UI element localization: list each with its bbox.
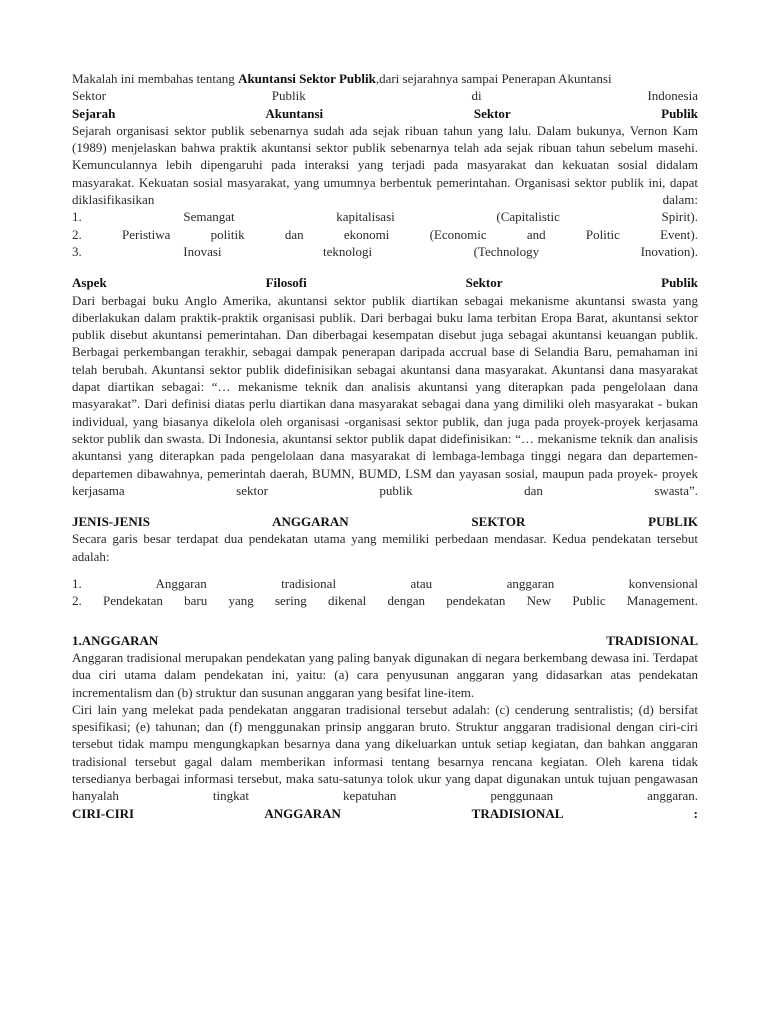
aspek-paragraph: Dari berbagai buku Anglo Amerika, akuntansi sektor publik diartikan sebagai mekanisme akuntansi swasta yang diberlakukan dalam praktik-praktik organisasi publik. Dari berbagai buku lama terbitan Eropa Barat, akuntansi sektor publik disebut akuntansi pemerintahan. Dan diberbagai kesempatan disebut juga sebagai akuntansi keuangan publik. Berbagai perkembangan terakhir, sebagai dampak penerapan daripada accrual base di Selandia Baru, pemahaman ini telah berubah. Akuntansi sektor publik didefinisikan sebagai akuntansi dana masyarakat. Akuntansi dana masyarakat dapat diartikan sebagai: “… mekanisme teknik dan analisis akuntansi yang diterapkan pada pengelolaan dana masyarakat”. Dari definisi diatas perlu diartikan dana masyarakat sebagai dana yang dimiliki oleh masyarakat - bukan individual, yang biasanya dikelola oleh organisasi -organisasi sektor publik, dan juga pada proyek-proyek kerjasama sektor publik dan swasta. Di Indonesia, akuntansi sektor publik dapat didefinisikan: “… mekanisme teknik dan analisis akuntansi yang diterapkan pada pengelolaan dana masyarakat di lembaga-lembaga tinggi negara dan departemen-departemen dibawahnya, pemerintah daerah, BUMN, BUMD, LSM dan yayasan sosial, maupun pada proyek- proyek kerjasama sektor publik dan swasta”. bbox=[72, 292, 698, 498]
intro-line-2: Sektor Publik di Indonesia bbox=[72, 88, 698, 104]
intro-text: Makalah ini membahas tentang bbox=[72, 71, 239, 86]
tradisional-paragraph-1: Anggaran tradisional merupakan pendekatan yang paling banyak digunakan di negara berkembang dewasa ini. Terdapat dua ciri utama dalam pendekatan ini, yaitu: (a) cara penyusunan anggaran yang didasarkan atas pendekatan incrementalism dan (b) struktur dan susunan anggaran yang besifat line-item. bbox=[72, 649, 698, 700]
document-page bbox=[72, 70, 698, 822]
intro-topic: Akuntansi Sektor Publik bbox=[238, 71, 376, 86]
jenis-paragraph: Secara garis besar terdapat dua pendekatan utama yang memiliki perbedaan mendasar. Kedua pendekatan tersebut adalah: bbox=[72, 531, 698, 564]
sejarah-paragraph: Sejarah organisasi sektor publik sebenarnya sudah ada sejak ribuan tahun yang lalu. Dalam bukunya, Vernon Kam (1989) menjelaskan bahwa praktik akuntansi sektor publik sebenarnya telah ada sejak ribuan tahun sebelum masehi. Kemunculannya lebih dipengaruhi pada interaksi yang terjadi pada masyarakat dan kekuatan sosial didalam masyarakat. Kekuatan sosial masyarakat, yang umumnya berbentuk pemerintahan. Organisasi sektor publik ini, dapat diklasifikasikan dalam: bbox=[72, 122, 698, 208]
intro-line bbox=[72, 70, 698, 87]
jenis-heading: JENIS-JENIS ANGGARAN SEKTOR PUBLIK bbox=[72, 514, 698, 530]
sejarah-list-item-3: 3. Inovasi teknologi (Technology Inovation). bbox=[72, 243, 698, 259]
sejarah-list-item-1: 1. Semangat kapitalisasi (Capitalistic Spirit). bbox=[72, 209, 698, 225]
intro-text-end: ,dari sejarahnya sampai Penerapan Akuntansi bbox=[375, 71, 612, 86]
tradisional-paragraph-2: Ciri lain yang melekat pada pendekatan anggaran tradisional tersebut adalah: (c) cenderung sentralistis; (d) bersifat spesifikasi; (e) tahunan; dan (f) menggunakan prinsip anggaran bruto. Struktur anggaran tradisional dengan ciri-ciri tersebut tidak mampu mengungkapkan besarnya dana yang dikeluarkan untuk setiap kegiatan, dan bahkan anggaran tradisional tersebut gagal dalam memberikan informasi tentang besarnya rencana kegiatan. Oleh karena tidak tersedianya berbagai informasi tersebut, maka satu-satunya tolok ukur yang dapat digunakan untuk tujuan pengawasan hanyalah tingkat kepatuhan penggunaan anggaran. bbox=[72, 701, 698, 804]
tradisional-heading: 1.ANGGARAN TRADISIONAL bbox=[72, 632, 698, 648]
sejarah-heading: Sejarah Akuntansi Sektor Publik bbox=[72, 105, 698, 121]
jenis-list-item-2: 2. Pendekatan baru yang sering dikenal dengan pendekatan New Public Management. bbox=[72, 593, 698, 609]
ciri-heading: CIRI-CIRI ANGGARAN TRADISIONAL : bbox=[72, 805, 698, 821]
sejarah-list-item-2: 2. Peristiwa politik dan ekonomi (Economic and Politic Event). bbox=[72, 226, 698, 242]
aspek-heading: Aspek Filosofi Sektor Publik bbox=[72, 275, 698, 291]
jenis-list-item-1: 1. Anggaran tradisional atau anggaran konvensional bbox=[72, 576, 698, 592]
